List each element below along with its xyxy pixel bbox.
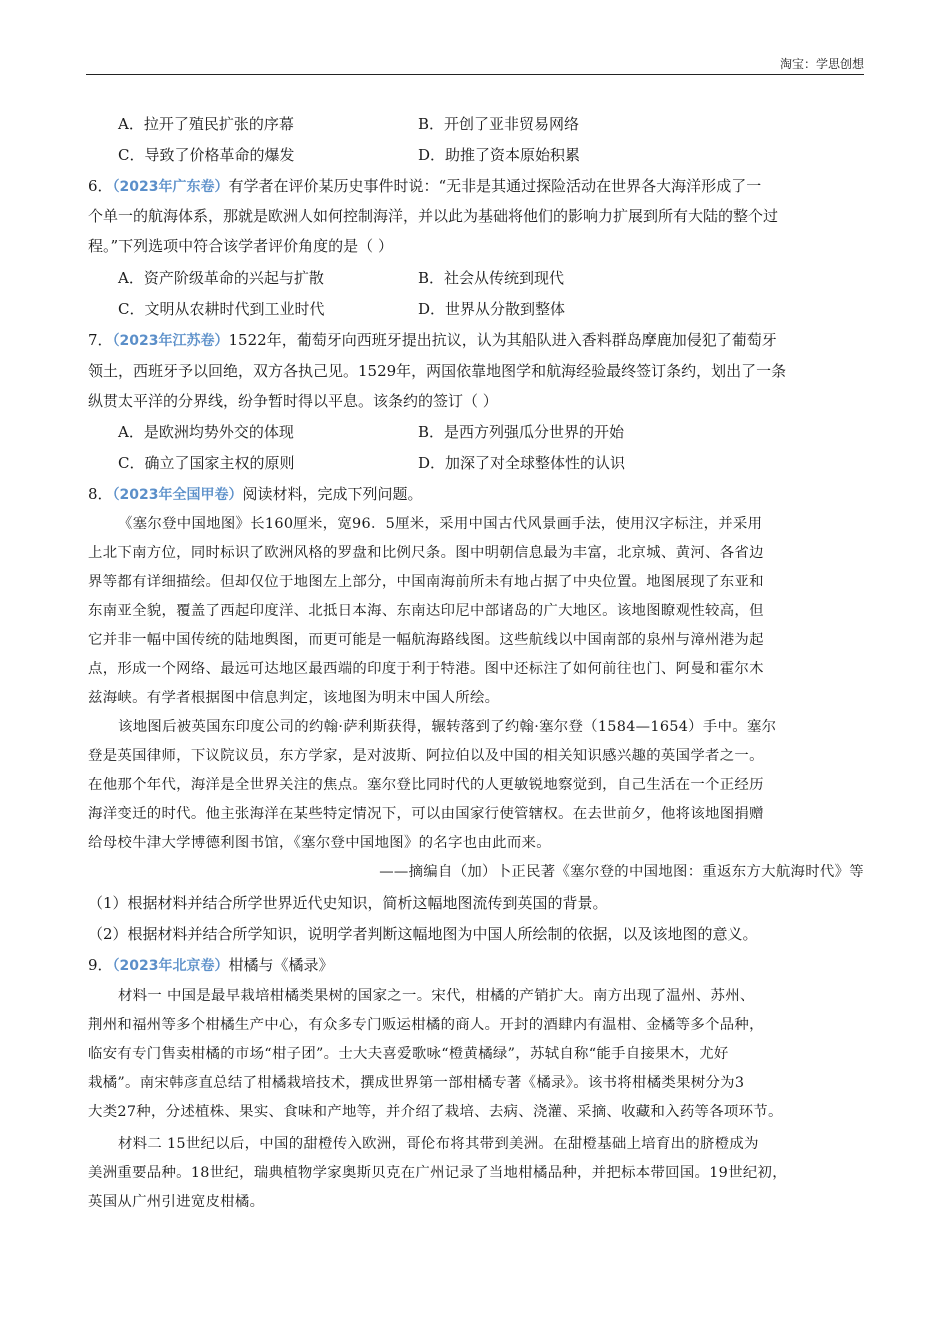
q6-option-a: A．资产阶级革命的兴起与扩散 — [118, 269, 324, 287]
header-shop-label: 淘宝：学思创想 — [779, 57, 864, 71]
q6-source-tag: （2023年广东卷） — [112, 179, 229, 195]
q9-material-line: 材料二 15世纪以后，中国的甜橙传入欧洲，哥伦布将其带到美洲。在甜橙基础上培育出的脐橙成为 — [118, 1136, 759, 1152]
q8-material-line: 它并非一幅中国传统的陆地舆图，而更可能是一幅航海路线图。这些航线以中国南部的泉州与漳州港为起 — [88, 632, 764, 648]
q6-stem-line-1: 6．（2023年广东卷）有学者在评价某历史事件时说：“无非是其通过探险活动在世界各大海洋形成了一 — [88, 177, 762, 195]
q6-option-d: D．世界从分散到整体 — [418, 300, 566, 318]
q8-source-tag: （2023年全国甲卷） — [112, 487, 243, 503]
q9-material-line: 荆州和福州等多个柑橘生产中心，有众多专门贩运柑橘的商人。开封的酒肆内有温柑、金橘等多个品种， — [88, 1017, 764, 1033]
q9-source-tag: （2023年北京卷） — [112, 958, 229, 974]
q8-material-line: 给母校牛津大学博德利图书馆，《塞尔登中国地图》的名字也由此而来。 — [88, 835, 551, 851]
q8-material-line: 兹海峡。有学者根据图中信息判定，该地图为明末中国人所绘。 — [88, 690, 500, 706]
page-header — [86, 56, 864, 75]
q9-material-line: 美洲重要品种。18世纪，瑞典植物学家奥斯贝克在广州记录了当地柑橘品种，并把标本带回国。19世纪初， — [88, 1165, 787, 1181]
q8-source-citation: ——摘编自（加）卜正民著《塞尔登的中国地图：重返东方大航海时代》等 — [379, 864, 864, 880]
q7-option-c: C．确立了国家主权的原则 — [118, 454, 295, 472]
q8-material-line: 东南亚全貌，覆盖了西起印度洋、北抵日本海、东南达印尼中部诸岛的广大地区。该地图瞭观性较高，但 — [88, 603, 764, 619]
q7-stem-line-3: 纵贯太平洋的分界线，纷争暂时得以平息。该条约的签订（ ） — [88, 392, 498, 410]
q9-stem: 9．（2023年北京卷）柑橘与《橘录》 — [88, 956, 334, 974]
q7-source-tag: （2023年江苏卷） — [112, 333, 229, 349]
q7-option-d: D．加深了对全球整体性的认识 — [418, 454, 626, 472]
q9-material-line: 英国从广州引进宽皮柑橘。 — [88, 1194, 265, 1210]
q7-stem-line-2: 领土，西班牙予以回绝，双方各执己见。1529年，两国依靠地图学和航海经验最终签订条约，划出了一条 — [88, 362, 787, 380]
q8-material-line: 《塞尔登中国地图》长160厘米，宽96．5厘米，采用中国古代风景画手法，使用汉字标注，并采用 — [118, 516, 763, 532]
q6-stem-line-2: 个单一的航海体系，那就是欧洲人如何控制海洋，并以此为基础将他们的影响力扩展到所有大陆的整个过 — [88, 207, 779, 225]
q8-material-line: 该地图后被英国东印度公司的约翰·萨利斯获得，辗转落到了约翰·塞尔登（1584—1654）手中。塞尔 — [118, 719, 777, 735]
q8-material-line: 上北下南方位，同时标识了欧洲风格的罗盘和比例尺条。图中明朝信息最为丰富，北京城、黄河、各省边 — [88, 545, 764, 561]
q9-material-line: 栽橘”。南宋韩彦直总结了柑橘栽培技术，撰成世界第一部柑橘专著《橘录》。该书将柑橘类果树分为3 — [88, 1075, 745, 1091]
q8-subquestion-2: （2）根据材料并结合所学知识，说明学者判断这幅地图为中国人所绘制的依据，以及该地图的意义。 — [88, 925, 758, 943]
q7-number: 7． — [88, 331, 113, 349]
q6-option-c: C．文明从农耕时代到工业时代 — [118, 300, 325, 318]
q6-option-b: B．社会从传统到现代 — [418, 269, 565, 287]
q6-number: 6． — [88, 177, 113, 195]
q8-material-line: 登是英国律师，下议院议员，东方学家，是对波斯、阿拉伯以及中国的相关知识感兴趣的英国学者之一。 — [88, 748, 764, 764]
q9-material-line: 大类27种，分述植株、果实、食味和产地等，并介绍了栽培、去病、浇灌、采摘、收藏和入药等各项环节。 — [88, 1104, 783, 1120]
q8-material-line: 海洋变迁的时代。他主张海洋在某些特定情况下，可以由国家行使管辖权。在去世前夕，他将该地图捐赠 — [88, 806, 764, 822]
q8-stem: 8．（2023年全国甲卷）阅读材料，完成下列问题。 — [88, 485, 423, 503]
q6-stem-line-3: 程。”下列选项中符合该学者评价角度的是（ ） — [88, 237, 393, 255]
q5-option-b: B．开创了亚非贸易网络 — [418, 115, 580, 133]
q7-option-b: B．是西方列强瓜分世界的开始 — [418, 423, 625, 441]
q5-option-d: D．助推了资本原始积累 — [418, 146, 581, 164]
q8-number: 8． — [88, 485, 113, 503]
q7-stem-line-1: 7．（2023年江苏卷）1522年，葡萄牙向西班牙提出抗议，认为其船队进入香料群岛摩鹿加侵犯了葡萄牙 — [88, 331, 777, 349]
q9-material-line: 材料一 中国是最早栽培柑橘类果树的国家之一。宋代，柑橘的产销扩大。南方出现了温州、苏州、 — [118, 988, 755, 1004]
q9-number: 9． — [88, 956, 113, 974]
q8-subquestion-1: （1）根据材料并结合所学世界近代史知识，简析这幅地图流传到英国的背景。 — [88, 894, 608, 912]
q8-material-line: 界等都有详细描绘。但却仅位于地图左上部分，中国南海前所未有地占据了中央位置。地图展现了东亚和 — [88, 574, 764, 590]
q5-option-c: C．导致了价格革命的爆发 — [118, 146, 295, 164]
q8-material-line: 在他那个年代，海洋是全世界关注的焦点。塞尔登比同时代的人更敏锐地察觉到，自己生活在一个正经历 — [88, 777, 764, 793]
q8-material-line: 点，形成一个网络、最远可达地区最西端的印度于利于特港。图中还标注了如何前往也门、阿曼和霍尔木 — [88, 661, 764, 677]
q7-option-a: A．是欧洲均势外交的体现 — [118, 423, 294, 441]
q5-option-a: A．拉开了殖民扩张的序幕 — [118, 115, 294, 133]
q9-material-line: 临安有专门售卖柑橘的市场“柑子团”。士大夫喜爱歌咏“橙黄橘绿”，苏轼自称“能手自接果木，尤好 — [88, 1046, 729, 1062]
